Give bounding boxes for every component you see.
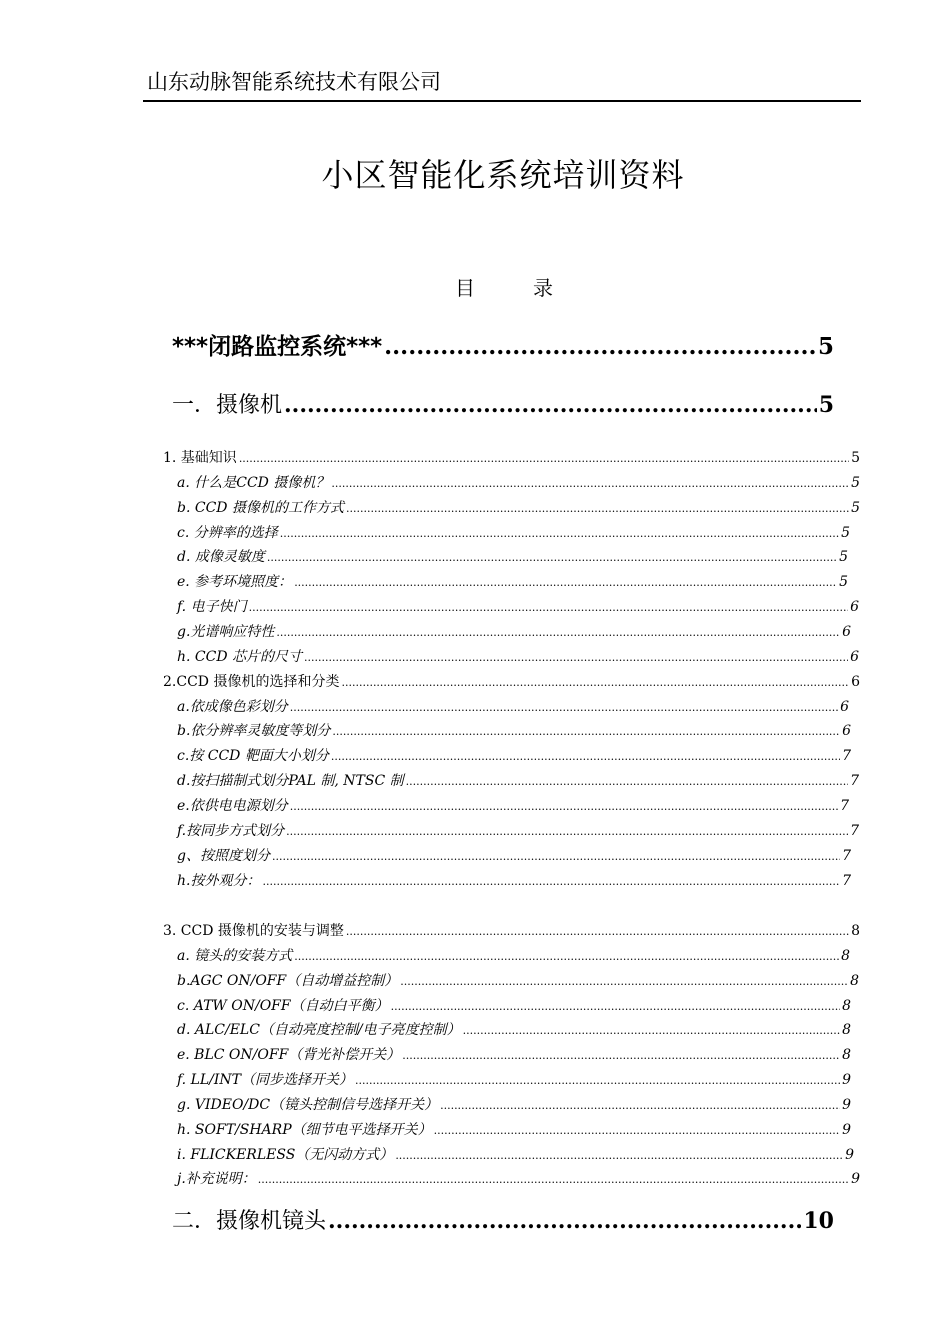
toc-dot-leader: [328, 1208, 801, 1234]
toc-entry-item[interactable]: [177, 745, 851, 765]
toc-entry-label: e. 参考环境照度：: [177, 574, 293, 590]
toc-entry-page: 5: [818, 392, 834, 418]
toc-entry-page: 5: [851, 500, 860, 516]
toc-entry-label: d. 成像灵敏度: [177, 549, 265, 565]
toc-dot-leader: [276, 626, 840, 639]
toc-entry-label: h. CCD 芯片的尺寸: [177, 649, 303, 665]
toc-entry-page: 9: [842, 1122, 851, 1138]
toc-entry-item[interactable]: [177, 1119, 851, 1139]
toc-dot-leader: [332, 725, 840, 738]
toc-entry-item[interactable]: [177, 596, 859, 616]
toc-entry-label: 二．摄像机镜头: [172, 1209, 327, 1234]
toc-entry-page: 7: [842, 748, 851, 764]
toc-dot-leader: [463, 1024, 840, 1037]
toc-dot-leader: [262, 875, 840, 888]
toc-dot-leader: [290, 800, 838, 813]
toc-entry-label: b. CCD 摄像机的工作方式: [177, 500, 344, 516]
toc-entry-item[interactable]: [177, 1144, 854, 1164]
toc-dot-leader: [440, 1099, 840, 1112]
toc-entry-label: c. 分辨率的选择: [177, 525, 278, 541]
toc-entry-label: ***闭路监控系统***: [172, 334, 383, 360]
toc-entry-subsection[interactable]: [163, 920, 860, 940]
toc-entry-label: g.光谱响应特性: [177, 624, 275, 640]
toc-dot-leader: [406, 775, 848, 788]
toc-entry-label: c.按 CCD 靶面大小划分: [177, 748, 329, 764]
toc-dot-leader: [249, 601, 848, 614]
toc-dot-leader: [395, 1149, 843, 1162]
toc-entry-page: 5: [851, 475, 860, 491]
toc-entry-item[interactable]: [177, 621, 851, 641]
toc-entry-page: 8: [850, 973, 859, 989]
toc-entry-page: 5: [851, 450, 860, 466]
toc-entry-chapter[interactable]: [172, 388, 834, 419]
toc-dot-leader: [280, 527, 839, 540]
toc-entry-section[interactable]: [172, 328, 834, 361]
toc-entry-label: 1. 基础知识: [163, 450, 237, 466]
toc-entry-item[interactable]: [177, 1094, 851, 1114]
toc-entry-label: i. FLICKERLESS（无闪动方式）: [177, 1147, 394, 1163]
toc-dot-leader: [402, 1049, 840, 1062]
toc-entry-page: 9: [842, 1072, 851, 1088]
toc-entry-label: g. VIDEO/DC（镜头控制信号选择开关）: [177, 1097, 439, 1113]
toc-entry-item[interactable]: [177, 522, 850, 542]
toc-dot-leader: [294, 576, 837, 589]
toc-entry-label: b.AGC ON/OFF（自动增益控制）: [177, 973, 399, 989]
toc-dot-leader: [434, 1124, 840, 1137]
toc-entry-item[interactable]: [177, 820, 859, 840]
toc-dot-leader: [239, 452, 849, 465]
toc-dot-leader: [331, 750, 840, 763]
toc-dot-leader: [304, 651, 848, 664]
toc-entry-item[interactable]: [177, 472, 860, 492]
toc-entry-item[interactable]: [177, 795, 849, 815]
toc-dot-leader: [391, 1000, 840, 1013]
toc-entry-item[interactable]: [177, 770, 859, 790]
toc-entry-page: 7: [840, 798, 849, 814]
toc-entry-page: 6: [851, 674, 860, 690]
toc-entry-page: 7: [842, 848, 851, 864]
toc-entry-item[interactable]: [177, 646, 859, 666]
toc-entry-item[interactable]: [177, 995, 851, 1015]
toc-dot-leader: [286, 825, 848, 838]
toc-entry-item[interactable]: [177, 945, 850, 965]
toc-entry-page: 6: [850, 599, 859, 615]
toc-entry-item[interactable]: [177, 1044, 851, 1064]
toc-dot-leader: [290, 701, 838, 714]
toc-entry-label: h. SOFT/SHARP（细节电平选择开关）: [177, 1122, 432, 1138]
toc-entry-item[interactable]: [177, 497, 860, 517]
toc-dot-leader: [341, 676, 849, 689]
toc-entry-label: 2.CCD 摄像机的选择和分类: [163, 674, 340, 690]
toc-entry-page: 8: [842, 1022, 851, 1038]
toc-dot-leader: [331, 477, 849, 490]
toc-dot-leader: [384, 333, 816, 360]
toc-dot-leader: [272, 850, 840, 863]
toc-entry-label: 一．摄像机: [172, 393, 283, 418]
toc-entry-page: 10: [803, 1208, 834, 1234]
toc-entry-item[interactable]: [177, 720, 851, 740]
toc-entry-label: a.依成像色彩划分: [177, 699, 288, 715]
toc-entry-label: j.补充说明：: [177, 1171, 256, 1187]
toc-entry-page: 5: [817, 333, 834, 360]
toc-entry-page: 7: [850, 823, 859, 839]
toc-heading-right: 录: [533, 276, 553, 300]
toc-entry-page: 8: [851, 923, 860, 939]
toc-entry-page: 6: [842, 723, 851, 739]
toc-dot-leader: [294, 950, 839, 963]
toc-entry-label: f.按同步方式划分: [177, 823, 285, 839]
toc-entry-chapter[interactable]: [172, 1204, 834, 1235]
toc-entry-label: h.按外观分：: [177, 873, 261, 889]
toc-entry-page: 6: [842, 624, 851, 640]
toc-entry-subsection[interactable]: [163, 671, 860, 691]
toc-entry-item[interactable]: [177, 970, 859, 990]
toc-entry-label: e.依供电电源划分: [177, 798, 288, 814]
toc-entry-item[interactable]: [177, 1168, 860, 1188]
toc-entry-label: b.依分辨率灵敏度等划分: [177, 723, 331, 739]
toc-entry-page: 8: [842, 1047, 851, 1063]
toc-entry-label: c. ATW ON/OFF（自动白平衡）: [177, 998, 389, 1014]
toc-entry-page: 8: [841, 948, 850, 964]
toc-dot-leader: [346, 925, 849, 938]
toc-entry-item[interactable]: [177, 1019, 851, 1039]
toc-entry-label: d. ALC/ELC（自动亮度控制/电子亮度控制）: [177, 1022, 461, 1038]
toc-entry-subsection[interactable]: [163, 447, 860, 467]
toc-entry-page: 7: [842, 873, 851, 889]
toc-entry-page: 8: [842, 998, 851, 1014]
toc-entry-page: 9: [845, 1147, 854, 1163]
toc-entry-label: a. 什么是CCD 摄像机？: [177, 475, 330, 491]
toc-dot-leader: [258, 1173, 849, 1186]
toc-entry-label: 3. CCD 摄像机的安装与调整: [163, 923, 344, 939]
company-name: 山东动脉智能系统技术有限公司: [147, 70, 441, 94]
toc-entry-label: g、按照度划分: [177, 848, 270, 864]
toc-entry-label: f. LL/INT（同步选择开关）: [177, 1072, 354, 1088]
document-title: 小区智能化系统培训资料: [321, 156, 685, 194]
toc-entry-page: 6: [840, 699, 849, 715]
toc-entry-page: 9: [851, 1171, 860, 1187]
toc-entry-page: 6: [850, 649, 859, 665]
toc-entry-page: 5: [839, 549, 848, 565]
toc-dot-leader: [400, 975, 848, 988]
toc-entry-item[interactable]: [177, 870, 851, 890]
toc-entry-item[interactable]: [177, 845, 851, 865]
toc-entry-page: 5: [839, 574, 848, 590]
toc-entry-item[interactable]: [177, 696, 849, 716]
toc-dot-leader: [355, 1074, 840, 1087]
toc-heading-left: 目: [455, 276, 475, 300]
toc-entry-label: e. BLC ON/OFF（背光补偿开关）: [177, 1047, 401, 1063]
toc-entry-page: 9: [842, 1097, 851, 1113]
toc-entry-item[interactable]: [177, 546, 848, 566]
toc-entry-label: a. 镜头的安装方式: [177, 948, 293, 964]
toc-entry-page: 5: [841, 525, 850, 541]
toc-dot-leader: [346, 502, 849, 515]
toc-dot-leader: [284, 392, 817, 418]
toc-entry-item[interactable]: [177, 1069, 851, 1089]
toc-entry-label: d.按扫描制式划分PAL 制, NTSC 制: [177, 773, 404, 789]
toc-dot-leader: [267, 551, 837, 564]
toc-entry-page: 7: [850, 773, 859, 789]
toc-entry-item[interactable]: [177, 571, 848, 591]
toc-entry-label: f. 电子快门: [177, 599, 247, 615]
